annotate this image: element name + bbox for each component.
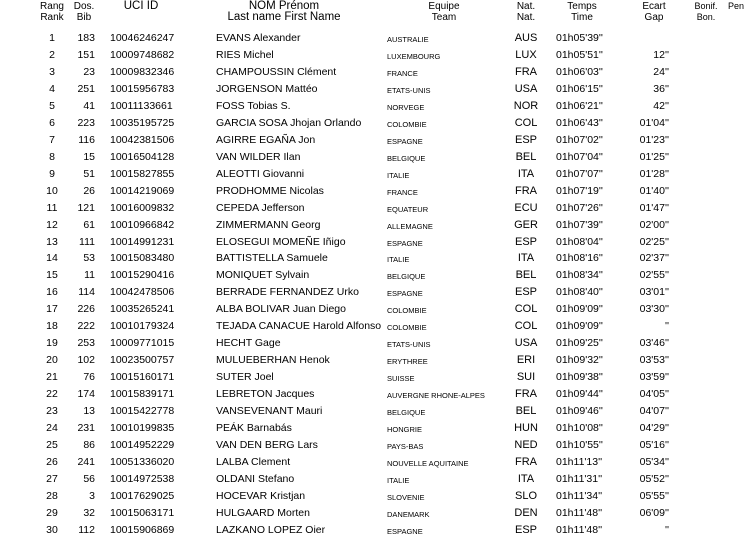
cell-name: VANSEVENANT Mauri xyxy=(216,405,323,418)
cell-name: RIES Michel xyxy=(216,48,274,61)
cell-uci: 10014952229 xyxy=(110,439,175,452)
cell-rank: 21 xyxy=(46,371,58,384)
cell-rank: 29 xyxy=(46,506,58,519)
cell-rank: 2 xyxy=(49,48,55,61)
header-team xyxy=(419,1,469,23)
cell-uci: 10010966842 xyxy=(110,218,175,231)
cell-bib: 114 xyxy=(78,286,95,299)
cell-gap: 01'04'' xyxy=(639,116,669,129)
cell-name: TEJADA CANACUE Harold Alfonso xyxy=(216,320,382,333)
cell-gap: 01'28'' xyxy=(639,167,669,180)
cell-name: VAN DEN BERG Lars xyxy=(216,439,318,452)
cell-uci: 10014991231 xyxy=(110,235,175,248)
header-bonus-fr: Bonif. xyxy=(694,1,718,11)
table-row xyxy=(0,403,746,420)
cell-bib: 251 xyxy=(77,82,95,95)
table-row xyxy=(0,284,746,301)
cell-uci: 10015083480 xyxy=(110,252,175,265)
cell-nat: ECU xyxy=(514,201,538,214)
table-row xyxy=(0,369,746,386)
cell-nat: LUX xyxy=(515,48,537,61)
cell-rank: 20 xyxy=(46,354,58,367)
header-rank-fr: Rang xyxy=(40,1,64,12)
header-bonus-en: Bon. xyxy=(696,12,716,22)
table-row xyxy=(0,183,746,200)
cell-name: HULGAARD Morten xyxy=(216,506,310,519)
cell-bib: 32 xyxy=(83,506,95,519)
cell-gap: 02'25'' xyxy=(639,235,669,248)
cell-gap: 03'59'' xyxy=(639,371,669,384)
cell-gap: 12'' xyxy=(653,48,669,61)
cell-bib: 231 xyxy=(77,422,95,435)
header-time-fr: Temps xyxy=(567,1,597,12)
cell-nat: BEL xyxy=(515,269,537,282)
cell-uci: 10042478506 xyxy=(110,286,175,299)
cell-bib: 41 xyxy=(83,99,95,112)
cell-uci: 10016504128 xyxy=(110,150,175,163)
cell-rank: 30 xyxy=(46,523,58,536)
cell-bib: 102 xyxy=(77,354,95,367)
cell-bib: 226 xyxy=(77,303,95,316)
cell-time: 01h10'08'' xyxy=(556,422,603,435)
cell-rank: 27 xyxy=(46,472,58,485)
cell-gap: 42'' xyxy=(653,99,669,112)
cell-time: 01h07'02'' xyxy=(556,133,603,146)
cell-bib: 11 xyxy=(84,269,95,282)
cell-bib: 112 xyxy=(78,523,95,536)
cell-name: MULUEBERHAN Henok xyxy=(216,354,330,367)
cell-team: PAYS-BAS xyxy=(387,442,424,452)
cell-name: BATTISTELLA Samuele xyxy=(216,252,328,265)
cell-rank: 17 xyxy=(46,303,58,316)
table-row xyxy=(0,335,746,352)
cell-bib: 51 xyxy=(83,167,95,180)
cell-name: FOSS Tobias S. xyxy=(216,99,291,112)
cell-name: VAN WILDER Ilan xyxy=(216,150,301,163)
cell-uci: 10046246247 xyxy=(110,32,175,44)
cell-nat: COL xyxy=(514,303,538,316)
cell-team: ETATS-UNIS xyxy=(387,85,431,95)
cell-gap: 02'55'' xyxy=(639,269,669,282)
cell-bib: 241 xyxy=(77,456,95,468)
cell-time: 01h07'19'' xyxy=(556,184,603,197)
header-gap xyxy=(638,1,670,23)
cell-gap: 04'07'' xyxy=(639,405,669,418)
cell-name: CHAMPOUSSIN Clément xyxy=(216,65,337,78)
cell-name: HOCEVAR Kristjan xyxy=(216,489,306,502)
cell-name: LEBRETON Jacques xyxy=(216,388,315,401)
cell-time: 01h11'48'' xyxy=(556,506,603,519)
cell-bib: 121 xyxy=(77,201,95,214)
cell-rank: 9 xyxy=(49,167,55,180)
cell-bib: 61 xyxy=(83,218,95,231)
header-nat xyxy=(511,1,541,23)
cell-nat: COL xyxy=(514,116,538,129)
cell-name: ZIMMERMANN Georg xyxy=(216,218,321,231)
cell-bib: 86 xyxy=(83,439,95,452)
cell-team: ESPAGNE xyxy=(387,238,423,248)
cell-name: MONIQUET Sylvain xyxy=(216,269,310,282)
cell-name: AGIRRE EGAÑA Jon xyxy=(216,133,316,146)
cell-time: 01h11'13'' xyxy=(556,456,603,468)
header-time xyxy=(561,1,603,23)
cell-time: 01h06'21'' xyxy=(556,99,603,112)
table-row xyxy=(0,250,746,267)
cell-time: 01h08'16'' xyxy=(556,252,603,265)
cell-time: 01h11'48'' xyxy=(556,523,603,536)
cell-nat: ESP xyxy=(514,286,537,299)
cell-team: SLOVENIE xyxy=(387,492,425,502)
cell-name: PRODHOMME Nicolas xyxy=(216,184,324,197)
cell-bib: 183 xyxy=(77,32,95,44)
cell-nat: NOR xyxy=(513,99,539,112)
table-row xyxy=(0,98,746,115)
cell-uci: 10015290416 xyxy=(110,269,175,282)
cell-rank: 14 xyxy=(46,252,58,265)
cell-time: 01h06'15'' xyxy=(556,82,603,95)
cell-team: COLOMBIE xyxy=(387,119,427,129)
cell-nat: FRA xyxy=(515,388,537,401)
cell-rank: 8 xyxy=(49,150,55,163)
cell-team: ITALIE xyxy=(387,255,410,265)
cell-team: AUSTRALIE xyxy=(387,35,429,44)
cell-rank: 10 xyxy=(46,184,58,197)
table-row xyxy=(0,30,746,47)
cell-name: ALEOTTI Giovanni xyxy=(216,167,305,180)
results-table-header xyxy=(0,1,746,27)
cell-nat: SLO xyxy=(514,489,537,502)
cell-rank: 25 xyxy=(46,439,58,452)
cell-rank: 22 xyxy=(46,388,58,401)
cell-team: ESPAGNE xyxy=(387,136,423,146)
cell-uci: 10015827855 xyxy=(110,167,175,180)
cell-uci: 10042381506 xyxy=(110,133,175,146)
cell-team: EQUATEUR xyxy=(387,204,429,214)
cell-bib: 253 xyxy=(77,337,95,350)
cell-uci: 10015839171 xyxy=(110,388,175,401)
table-row xyxy=(0,217,746,234)
cell-rank: 1 xyxy=(49,32,55,44)
cell-nat: ERI xyxy=(516,354,536,367)
cell-uci: 10014219069 xyxy=(110,184,175,197)
table-row xyxy=(0,505,746,522)
cell-nat: FRA xyxy=(515,456,537,468)
table-row xyxy=(0,522,746,539)
cell-uci: 10015422778 xyxy=(110,405,175,418)
cell-gap: 01'47'' xyxy=(639,201,669,214)
cell-name: ELOSEGUI MOMEÑE Iñigo xyxy=(216,235,346,248)
header-team-en: Team xyxy=(431,12,457,23)
cell-gap: 05'55'' xyxy=(639,489,669,502)
cell-gap: 01'23'' xyxy=(639,133,669,146)
table-row xyxy=(0,352,746,369)
cell-rank: 23 xyxy=(46,405,58,418)
cell-uci: 10014972538 xyxy=(110,472,175,485)
cell-team: ETATS-UNIS xyxy=(387,340,431,350)
cell-team: LUXEMBOURG xyxy=(387,51,441,61)
cell-uci: 10015906869 xyxy=(110,523,175,536)
cell-gap: 04'05'' xyxy=(639,388,669,401)
cell-time: 01h07'39'' xyxy=(556,218,603,231)
cell-time: 01h05'51'' xyxy=(556,48,603,61)
cell-bib: 151 xyxy=(77,48,95,61)
header-gap-fr: Ecart xyxy=(642,1,666,12)
cell-name: GARCIA SOSA Jhojan Orlando xyxy=(216,116,362,129)
cell-uci: 10009771015 xyxy=(110,337,175,350)
cell-gap: 03'46'' xyxy=(639,337,669,350)
cell-uci: 10035265241 xyxy=(110,303,175,316)
cell-nat: USA xyxy=(514,82,538,95)
cell-nat: FRA xyxy=(515,65,537,78)
cell-bib: 76 xyxy=(83,371,95,384)
table-row xyxy=(0,47,746,64)
cell-uci: 10009748682 xyxy=(110,48,175,61)
cell-rank: 24 xyxy=(46,422,58,435)
cell-bib: 23 xyxy=(83,65,95,78)
cell-team: BELGIQUE xyxy=(387,272,426,282)
cell-team: SUISSE xyxy=(387,374,415,384)
cell-nat: HUN xyxy=(514,422,538,435)
cell-rank: 6 xyxy=(49,116,55,129)
table-row xyxy=(0,81,746,98)
cell-nat: ITA xyxy=(517,252,535,265)
cell-gap: 03'30'' xyxy=(639,303,669,316)
cell-gap: 36'' xyxy=(653,82,669,95)
header-uci-label: UCI ID xyxy=(123,0,159,12)
cell-uci: 10035195725 xyxy=(110,116,175,129)
cell-time: 01h08'34'' xyxy=(556,269,603,282)
cell-name: PEÁK Barnabás xyxy=(216,422,292,435)
cell-gap: 03'01'' xyxy=(639,286,669,299)
cell-uci: 10010199835 xyxy=(110,422,175,435)
cell-time: 01h09'32'' xyxy=(556,354,603,367)
header-uci-id xyxy=(110,1,172,12)
cell-time: 01h07'07'' xyxy=(556,167,603,180)
cell-team: HONGRIE xyxy=(387,425,423,435)
cell-rank: 3 xyxy=(49,65,55,78)
cell-name: CEPEDA Jefferson xyxy=(216,201,305,214)
cell-time: 01h07'26'' xyxy=(556,201,603,214)
cell-nat: ESP xyxy=(514,523,537,536)
cell-rank: 26 xyxy=(46,456,58,468)
cell-team: NORVEGE xyxy=(387,102,425,112)
cell-uci: 10017629025 xyxy=(110,489,175,502)
cell-rank: 11 xyxy=(46,201,58,214)
cell-nat: FRA xyxy=(515,184,537,197)
header-nat-fr: Nat. xyxy=(516,1,536,12)
cell-time: 01h06'43'' xyxy=(556,116,603,129)
cell-rank: 19 xyxy=(46,337,58,350)
cell-time: 01h09'09'' xyxy=(556,303,603,316)
cell-gap: 06'09'' xyxy=(639,506,669,519)
cell-bib: 15 xyxy=(83,150,95,163)
cell-rank: 13 xyxy=(46,235,58,248)
cell-team: ALLEMAGNE xyxy=(387,221,433,231)
cell-team: COLOMBIE xyxy=(387,323,427,333)
cell-time: 01h05'39'' xyxy=(556,32,603,44)
cell-name: LALBA Clement xyxy=(216,456,291,468)
cell-name: JORGENSON Mattéo xyxy=(216,82,318,95)
cell-time: 01h09'38'' xyxy=(556,371,603,384)
header-gap-en: Gap xyxy=(644,12,664,23)
cell-team: ITALIE xyxy=(387,170,410,180)
cell-gap: '' xyxy=(664,320,669,333)
table-row xyxy=(0,471,746,488)
header-name-en: Last name First Name xyxy=(227,11,341,23)
cell-bib: 13 xyxy=(83,405,95,418)
cell-bib: 26 xyxy=(83,184,95,197)
cell-rank: 16 xyxy=(46,286,58,299)
cell-time: 01h09'25'' xyxy=(556,337,603,350)
header-team-fr: Equipe xyxy=(428,1,460,12)
cell-uci: 10015160171 xyxy=(110,371,175,384)
cell-time: 01h09'44'' xyxy=(556,388,603,401)
cell-nat: ESP xyxy=(514,235,537,248)
header-penalty-label: Pen xyxy=(728,1,745,11)
cell-uci: 10015956783 xyxy=(110,82,175,95)
cell-team: ESPAGNE xyxy=(387,289,423,299)
cell-time: 01h08'04'' xyxy=(556,235,603,248)
cell-team: ESPAGNE xyxy=(387,526,423,536)
cell-nat: DEN xyxy=(514,506,538,519)
cell-time: 01h11'34'' xyxy=(556,489,603,502)
cell-team: BELGIQUE xyxy=(387,153,426,163)
header-name-fr: NOM Prénom xyxy=(248,0,320,12)
cell-nat: AUS xyxy=(514,32,538,44)
cell-gap: 01'40'' xyxy=(639,184,669,197)
cell-gap: 05'34'' xyxy=(639,456,669,468)
table-row xyxy=(0,149,746,166)
cell-team: DANEMARK xyxy=(387,509,430,519)
cell-gap: 02'37'' xyxy=(639,252,669,265)
cell-rank: 5 xyxy=(49,99,55,112)
cell-gap: 02'00'' xyxy=(639,218,669,231)
cell-nat: BEL xyxy=(515,150,537,163)
cell-nat: ITA xyxy=(517,472,535,485)
cell-rank: 28 xyxy=(46,489,58,502)
cell-bib: 222 xyxy=(77,320,95,333)
header-rank-en: Rank xyxy=(40,12,64,23)
header-bib-en: Bib xyxy=(76,12,92,23)
cell-team: ERYTHREE xyxy=(387,357,428,367)
cell-gap: 03'53'' xyxy=(639,354,669,367)
cell-gap: 05'16'' xyxy=(639,439,669,452)
cell-rank: 12 xyxy=(46,218,58,231)
header-time-en: Time xyxy=(571,12,593,23)
table-row xyxy=(0,437,746,454)
header-rank xyxy=(36,1,68,23)
cell-uci: 10011133661 xyxy=(110,99,173,112)
cell-name: ALBA BOLIVAR Juan Diego xyxy=(216,303,346,316)
cell-team: FRANCE xyxy=(387,187,418,197)
cell-time: 01h09'46'' xyxy=(556,405,603,418)
cell-uci: 10023500757 xyxy=(110,354,175,367)
cell-bib: 3 xyxy=(89,489,95,502)
cell-team: NOUVELLE AQUITAINE xyxy=(387,459,469,468)
cell-bib: 223 xyxy=(77,116,95,129)
cell-rank: 7 xyxy=(49,133,55,146)
cell-name: SUTER Joel xyxy=(216,371,274,384)
table-row xyxy=(0,318,746,335)
cell-uci: 10010179324 xyxy=(110,320,175,333)
cell-nat: NED xyxy=(514,439,538,452)
cell-nat: SUI xyxy=(516,371,536,384)
cell-bib: 111 xyxy=(79,235,95,248)
cell-nat: BEL xyxy=(515,405,537,418)
cell-time: 01h09'09'' xyxy=(556,320,603,333)
cell-time: 01h10'55'' xyxy=(556,439,603,452)
cell-uci: 10016009832 xyxy=(110,201,175,214)
cell-nat: COL xyxy=(514,320,538,333)
cell-team: FRANCE xyxy=(387,68,418,78)
cell-name: LAZKANO LOPEZ Oier xyxy=(216,523,326,536)
table-row xyxy=(0,200,746,217)
cell-nat: ESP xyxy=(514,133,537,146)
header-bonus xyxy=(691,1,721,23)
cell-uci: 10051336020 xyxy=(110,456,175,468)
table-row xyxy=(0,386,746,403)
cell-time: 01h08'40'' xyxy=(556,286,603,299)
cell-time: 01h11'31'' xyxy=(556,472,603,485)
cell-rank: 4 xyxy=(49,82,55,95)
cell-rank: 18 xyxy=(46,320,58,333)
cell-gap: 05'52'' xyxy=(639,472,669,485)
header-name xyxy=(222,1,346,23)
cell-name: OLDANI Stefano xyxy=(216,472,295,485)
cell-gap: '' xyxy=(664,523,669,536)
cell-name: EVANS Alexander xyxy=(216,32,301,44)
cell-uci: 10015063171 xyxy=(110,506,175,519)
cell-name: BERRADE FERNANDEZ Urko xyxy=(216,286,359,299)
header-bib xyxy=(68,1,100,23)
table-row xyxy=(0,234,746,251)
cell-bib: 53 xyxy=(83,252,95,265)
cell-gap: 01'25'' xyxy=(639,150,669,163)
cell-bib: 116 xyxy=(78,133,95,146)
table-row xyxy=(0,166,746,183)
header-penalty xyxy=(728,1,746,12)
table-row xyxy=(0,132,746,149)
table-row xyxy=(0,267,746,284)
table-row xyxy=(0,115,746,132)
table-row xyxy=(0,454,746,471)
cell-rank: 15 xyxy=(46,269,58,282)
cell-nat: ITA xyxy=(517,167,535,180)
cell-gap: 24'' xyxy=(653,65,669,78)
cell-bib: 56 xyxy=(83,472,95,485)
table-row xyxy=(0,64,746,81)
cell-team: COLOMBIE xyxy=(387,306,427,316)
table-row xyxy=(0,420,746,437)
cell-uci: 10009832346 xyxy=(110,65,175,78)
cell-team: AUVERGNE RHONE-ALPES xyxy=(387,391,485,401)
cell-team: ITALIE xyxy=(387,475,410,485)
cell-team: BELGIQUE xyxy=(387,408,426,418)
cell-bib: 174 xyxy=(77,388,95,401)
cell-nat: GER xyxy=(514,218,538,231)
cell-time: 01h06'03'' xyxy=(556,65,603,78)
cell-nat: USA xyxy=(514,337,538,350)
cell-time: 01h07'04'' xyxy=(556,150,603,163)
cell-gap: 04'29'' xyxy=(639,422,669,435)
table-row xyxy=(0,488,746,505)
table-row xyxy=(0,301,746,318)
header-nat-en: Nat. xyxy=(516,12,536,23)
header-bib-fr: Dos. xyxy=(73,1,95,12)
cell-name: HECHT Gage xyxy=(216,337,281,350)
